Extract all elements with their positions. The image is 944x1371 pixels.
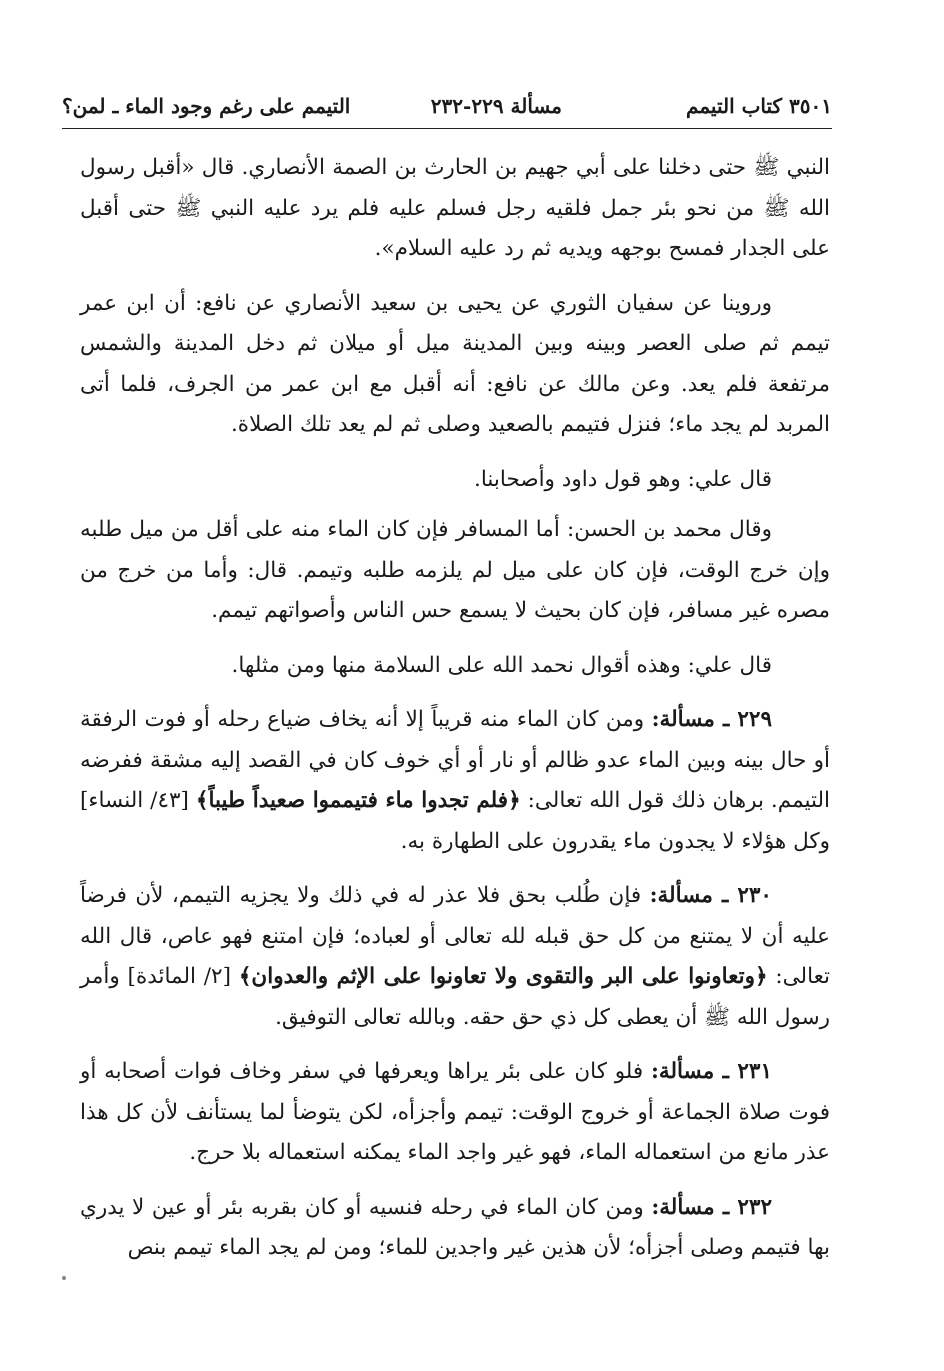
paragraph-ali-opinion-1: قال علي: وهو قول داود وأصحابنا. — [474, 466, 772, 492]
issue-232-label: ٢٣٢ ـ مسألة: — [651, 1194, 773, 1220]
issue-229-text-b: [٤٣/ النساء] وكل هؤلاء لا يجدون ماء يقدرون على الطهارة به. — [80, 788, 830, 854]
issue-229-quran-verse: ﴿فلم تجدوا ماء فتيمموا صعيداً طيباً﴾ — [195, 788, 521, 813]
issue-232-text: ومن كان الماء في رحله فنسيه أو كان بقربه بئر أو عين لا يدري بها فتيمم وصلى أجزأه؛ لأن هذين غير واجدين للماء؛ ومن لم يجد الماء تيمم بنص — [80, 1194, 830, 1260]
paragraph-muhammad-ibn-hasan: وقال محمد بن الحسن: أما المسافر فإن كان الماء منه على أقل من ميل طلبه وإن خرج الوقت، فإن كان على ميل لم يلزمه طلبه وتيمم. قال: وأما من خرج من مصره غير مسافر، فإن كان بحيث لا يسمع حس الناس وأصواتهم تيمم. — [80, 517, 830, 623]
issue-230 — [80, 876, 830, 1038]
issue-230-quran-verse: ﴿وتعاونوا على البر والتقوى ولا تعاونوا على الإثم والعدوان﴾ — [238, 964, 768, 989]
page-body — [80, 148, 830, 1269]
issue-230-label: ٢٣٠ ـ مسألة: — [649, 883, 772, 908]
paragraph-hadith-continuation: النبي ﷺ حتى دخلنا على أبي جهيم بن الحارث بن الصمة الأنصاري. قال «أقبل رسول الله ﷺ من نحو بئر جمل فلقيه رجل فسلم عليه فلم يرد عليه النبي ﷺ حتى أقبل على الجدار فمسح بوجهه ويديه ثم رد عليه السلام». — [80, 155, 830, 261]
paragraph-ibn-umar-narration: وروينا عن سفيان الثوري عن يحيى بن سعيد الأنصاري عن نافع: أن ابن عمر تيمم ثم صلى العصر وبينه وبين المدينة ميل أو ميلان ثم دخل المدينة والشمس مرتفعة فلم يعد. وعن مالك عن نافع: أنه أقبل مع ابن عمر من الجرف، فلما أتى المربد لم يجد ماء؛ فنزل فتيمم بالصعيد وصلى ثم لم يعد تلك الصلاة. — [80, 290, 830, 437]
issue-229-text-a: ومن كان الماء منه قريباً إلا أنه يخاف ضياع رحله أو فوت الرفقة أو حال بينه وبين الماء عدو ظالم أو نار أو أي خوف كان في القصد إليه مشقة ففرضه التيمم. برهان ذلك قول الله تعالى: — [80, 707, 830, 813]
issue-231 — [80, 1052, 830, 1174]
issue-231-label: ٢٣١ ـ مسألة: — [650, 1059, 773, 1084]
issue-230-text-b: [٢/ المائدة] وأمر رسول الله ﷺ أن يعطى كل ذي حق حقه. وبالله تعالى التوفيق. — [80, 964, 830, 1030]
margin-dot — [62, 1276, 66, 1280]
paragraph-ali-opinion-2: قال علي: وهذه أقوال نحمد الله على السلامة منها ومن مثلها. — [231, 652, 772, 678]
header-divider — [62, 128, 832, 129]
header-issue-range: مسألة ٢٢٩-٢٣٢ — [430, 94, 562, 118]
issue-229-label: ٢٢٩ ـ مسألة: — [651, 707, 772, 732]
issue-231-text: فلو كان على بئر يراها ويعرفها في سفر وخاف فوات أصحابه أو فوت صلاة الجماعة أو خروج الوقت: تيمم وأجزأه، لكن يتوضأ لما يستأنف لأن كل هذا عذر مانع من استعماله الماء، فهو غير واجد الماء يمكنه استعماله بلا حرج. — [80, 1059, 830, 1165]
header-page-and-book: ٣٥٠١ كتاب التيمم — [686, 94, 832, 118]
issue-229 — [80, 700, 830, 862]
issue-232 — [80, 1188, 830, 1269]
header-topic: التيمم على رغم وجود الماء ـ لمن؟ — [62, 94, 351, 118]
running-header — [62, 92, 832, 126]
issue-230-text-a: فإن طُلب بحق فلا عذر له في ذلك ولا يجزيه التيمم، لأن فرضاً عليه أن لا يمتنع من كل حق قبله لله تعالى أو لعباده؛ فإن امتنع فهو عاص، قال الله تعالى: — [80, 883, 830, 989]
